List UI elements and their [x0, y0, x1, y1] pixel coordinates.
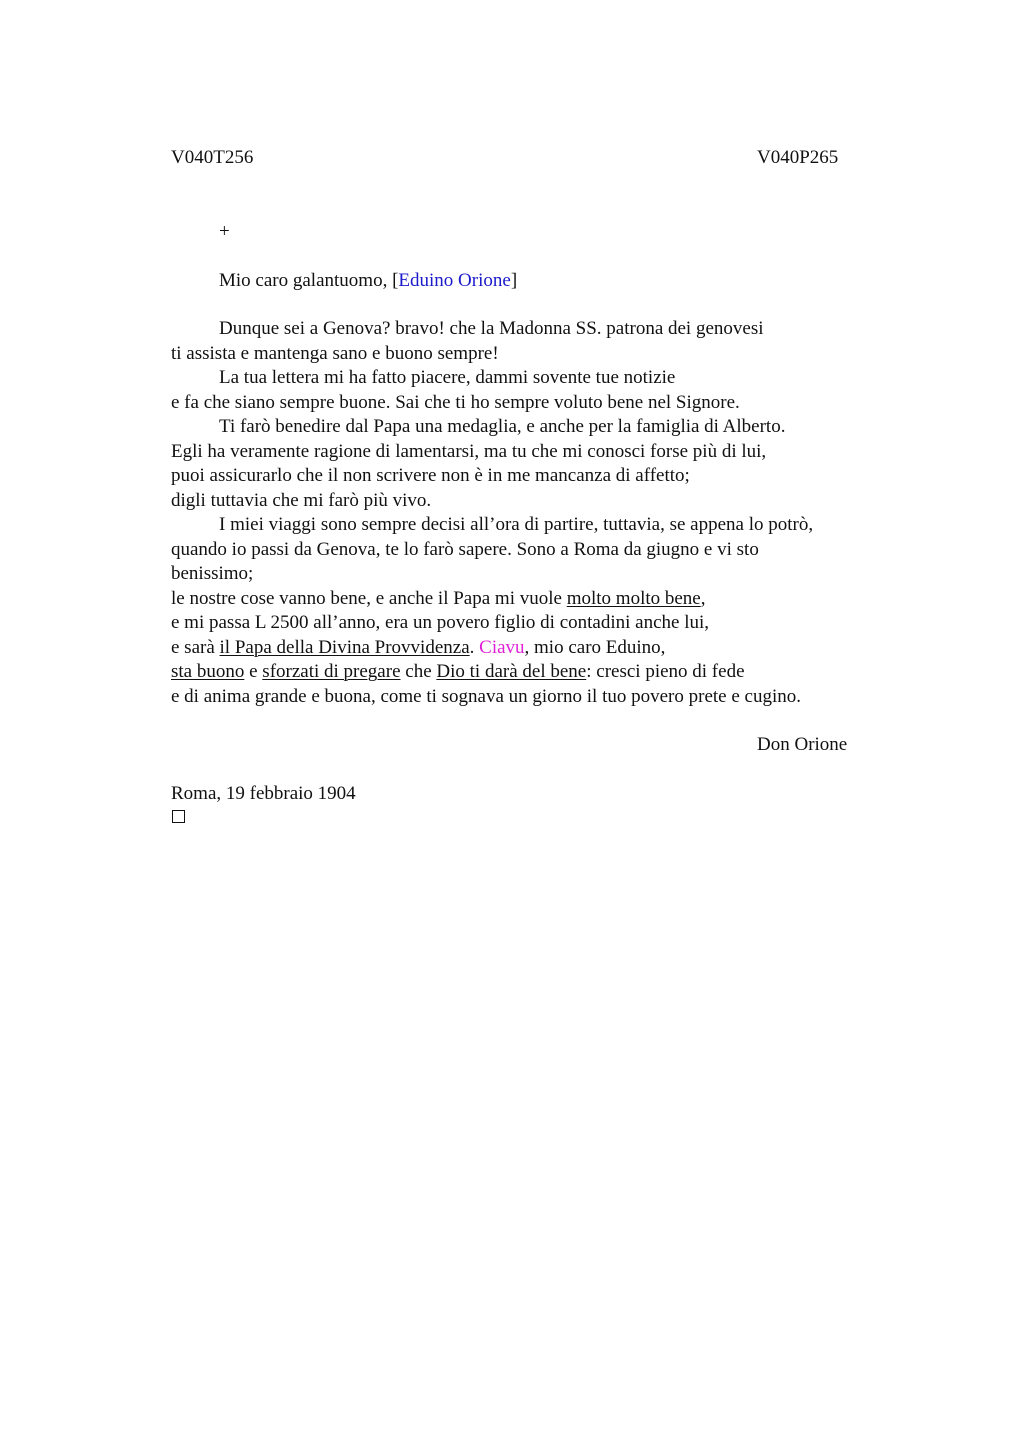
body-line: ti assista e mantenga sano e buono sempre! [171, 342, 499, 364]
signature: Don Orione [757, 734, 848, 755]
letter-body [171, 317, 871, 709]
body-line: digli tuttavia che mi farò più vivo. [171, 489, 432, 511]
body-line: e di anima grande e buona, come ti sognava un giorno il tuo povero prete e cugino. [171, 685, 801, 707]
body-line: e fa che siano sempre buone. Sai che ti ho sempre voluto bene nel Signore. [171, 391, 740, 413]
body-text-segment: : cresci pieno di fede [586, 661, 745, 682]
highlighted-word: Ciavu [479, 636, 525, 658]
salutation-prefix: Mio caro galantuomo, [ [219, 270, 399, 291]
body-line: I miei viaggi sono sempre decisi all’ora di partire, tuttavia, se appena lo potrò, [219, 514, 814, 535]
document-code-left: V040T256 [171, 147, 254, 168]
underlined-phrase: sforzati di pregare [262, 661, 401, 682]
salutation [219, 269, 517, 294]
recipient-name: Eduino Orione [398, 270, 511, 291]
body-line [171, 636, 871, 661]
letter-date: Roma, 19 febbraio 1904 [171, 783, 356, 804]
body-line: Ti farò benedire dal Papa una medaglia, e anche per la famiglia di Alberto. [219, 416, 786, 437]
cross-mark: + [219, 221, 230, 242]
body-text-segment: e sarà [171, 636, 220, 658]
body-line: quando io passi da Genova, te lo farò sapere. Sono a Roma da giugno e vi sto [171, 538, 759, 560]
body-text-segment: . [469, 636, 480, 658]
body-line: benissimo; [171, 563, 254, 584]
underlined-phrase: molto molto bene [566, 587, 701, 609]
body-line: La tua lettera mi ha fatto piacere, dammi sovente tue notizie [219, 367, 676, 388]
salutation-suffix: ] [510, 270, 518, 291]
empty-square-icon [172, 810, 185, 823]
body-text-segment: , mio caro Eduino, [524, 636, 666, 658]
body-line: e mi passa L 2500 all’anno, era un povero figlio di contadini anche lui, [171, 612, 710, 633]
body-text-segment: , [700, 587, 706, 609]
body-text-segment: che [400, 661, 437, 682]
body-line: Egli ha veramente ragione di lamentarsi, ma tu che mi conosci forse più di lui, [171, 440, 767, 462]
body-line: Dunque sei a Genova? bravo! che la Madonna SS. patrona dei genovesi [219, 318, 764, 339]
body-line [171, 660, 871, 685]
underlined-phrase: sta buono [171, 661, 245, 682]
body-line [171, 587, 871, 612]
body-text-segment: le nostre cose vanno bene, e anche il Papa mi vuole [171, 587, 567, 609]
underlined-phrase: il Papa della Divina Provvidenza [219, 636, 470, 658]
body-text-segment: e [244, 661, 263, 682]
body-line: puoi assicurarlo che il non scrivere non è in me mancanza di affetto; [171, 465, 690, 486]
underlined-phrase: Dio ti darà del bene [436, 661, 587, 682]
document-code-right: V040P265 [757, 147, 839, 168]
